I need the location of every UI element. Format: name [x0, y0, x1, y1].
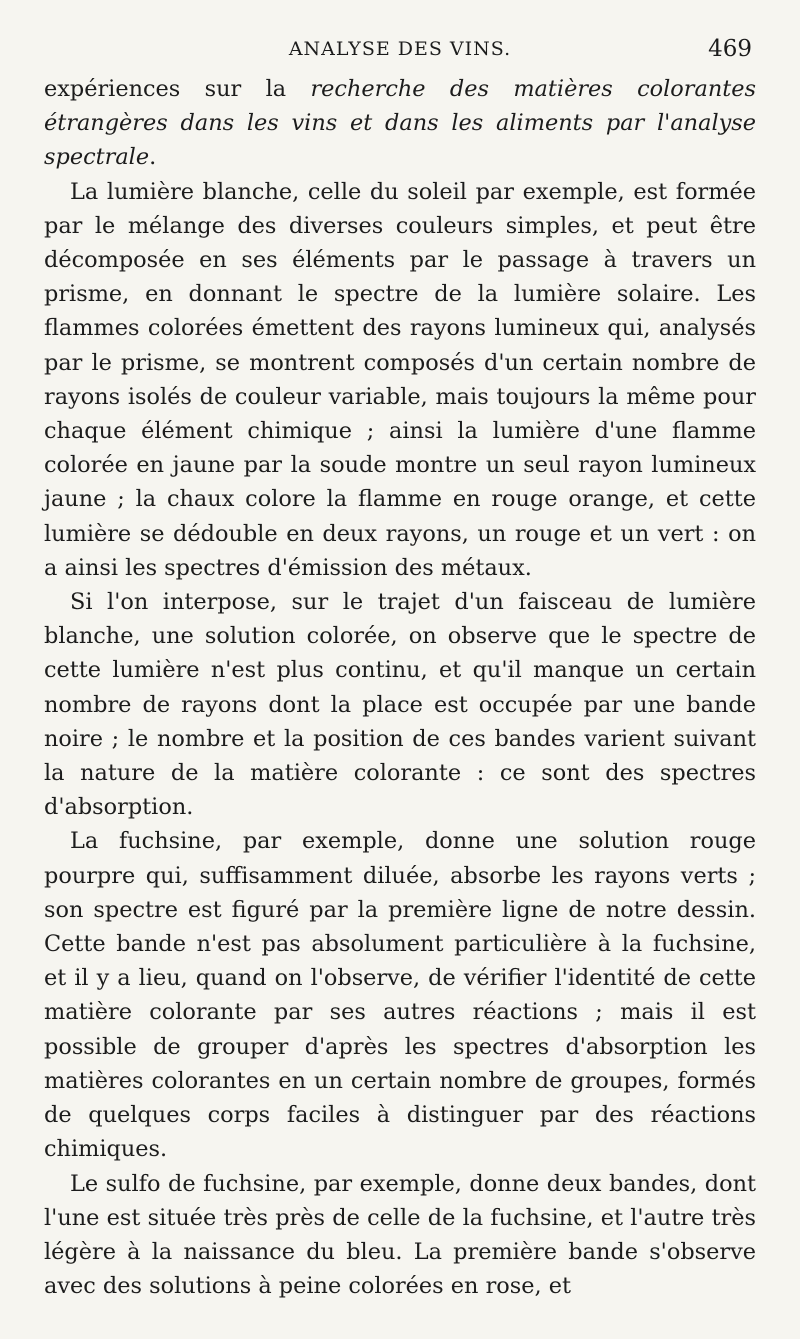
page-header: [44, 36, 756, 66]
page-number: 469: [708, 36, 752, 62]
body-text: [44, 72, 756, 1303]
paragraph-4: [44, 824, 756, 1166]
paragraph-1-text: expériences sur la: [44, 76, 311, 102]
paragraph-2: [44, 175, 756, 585]
paragraph-3-text: Si l'on interpose, sur le trajet d'un faisceau de lumière blanche, une solution colorée, on observe que le spectre de cette lumière n'est plus continu, et qu'il manque un certain nombre de rayons dont la place est occupée par une bande noire ; le nombre et la position de ces bandes varient suivant la nature de la matière colorante : ce sont des spectres d'absorption.: [44, 589, 756, 821]
paragraph-4-text: La fuchsine, par exemple, donne une solution rouge pourpre qui, suffisamment diluée, absorbe les rayons verts ; son spectre est figuré par la première ligne de notre dessin. Cette bande n'est pas absolument particulière à la fuchsine, et il y a lieu, quand on l'observe, de vérifier l'identité de cette matière colorante par ses autres réactions ; mais il est possible de grouper d'après les spectres d'absorption les matières colorantes en un certain nombre de groupes, formés de quelques corps faciles à distinguer par des réactions chimiques.: [44, 828, 756, 1163]
running-head: ANALYSE DES VINS.: [288, 38, 512, 60]
paragraph-1: [44, 72, 756, 175]
paragraph-5-text: Le sulfo de fuchsine, par exemple, donne deux bandes, dont l'une est située très près de celle de la fuchsine, et l'autre très légère à la naissance du bleu. La première bande s'observe avec des solutions à peine colorées en rose, et: [44, 1170, 756, 1300]
paragraph-1-end: .: [149, 144, 157, 171]
paragraph-5: [44, 1167, 756, 1304]
paragraph-3: [44, 585, 756, 824]
paragraph-1-italic-title: recherche des matières colorantes étrangères dans les vins et dans les aliments par l'analyse spectrale: [44, 76, 756, 171]
paragraph-2-text: La lumière blanche, celle du soleil par exemple, est formée par le mélange des diverses couleurs simples, et peut être décomposée en ses éléments par le passage à travers un prisme, en donnant le spectre de la lumière solaire. Les flammes colorées émettent des rayons lumineux qui, analysés par le prisme, se montrent composés d'un certain nombre de rayons isolés de couleur variable, mais toujours la même pour chaque élément chimique ; ainsi la lumière d'une flamme colorée en jaune par la soude montre un seul rayon lumineux jaune ; la chaux colore la flamme en rouge orange, et cette lumière se dédouble en deux rayons, un rouge et un vert : on a ainsi les spectres d'émission des métaux.: [44, 178, 756, 581]
